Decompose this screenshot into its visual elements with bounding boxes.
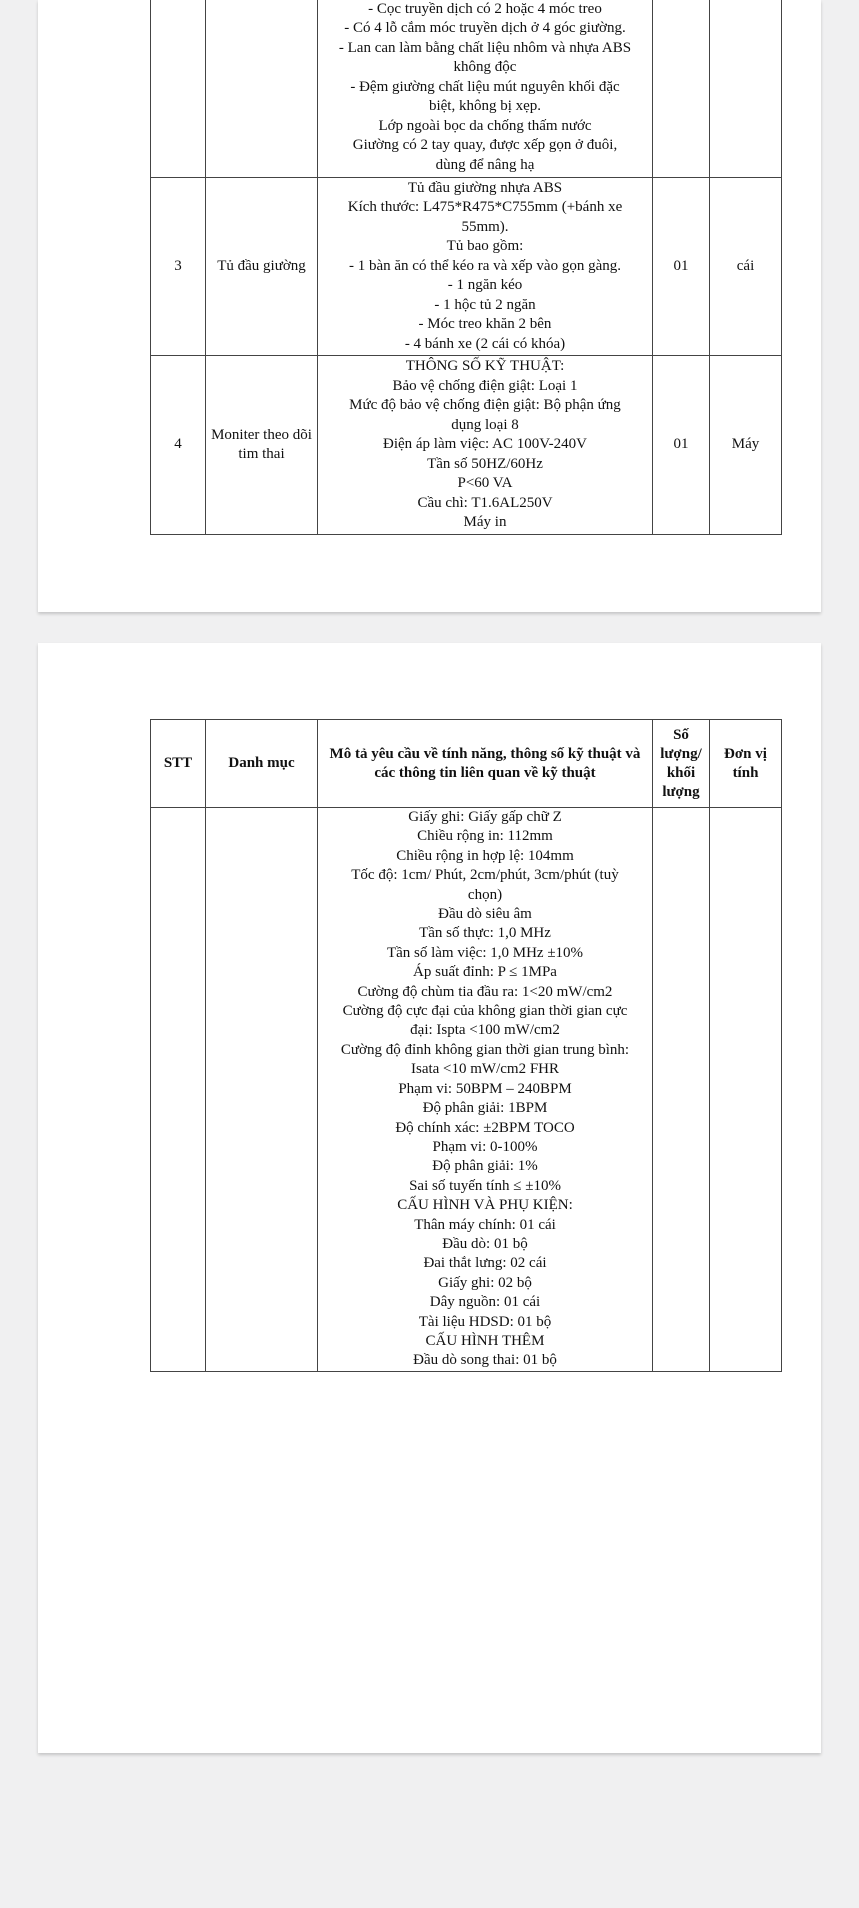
desc-line: Sai số tuyến tính ≤ ±10% [409, 1177, 561, 1194]
desc-line: Điện áp làm việc: AC 100V-240V [382, 436, 587, 453]
desc-line: Đầu dò siêu âm [438, 906, 532, 923]
desc-line: Chiều rộng in hợp lệ: 104mm [396, 847, 574, 864]
header-stt: STT [151, 720, 206, 808]
document-page-1 [38, 0, 821, 612]
desc-line: - Đệm giường chất liệu mút nguyên khối đặc [350, 78, 620, 95]
cell-don-vi: cái [710, 178, 782, 356]
cell-mo-ta [318, 808, 653, 1372]
desc-line: Đầu dò song thai: 01 bộ [413, 1352, 557, 1369]
cell-danh-muc [206, 0, 318, 178]
desc-line: Phạm vi: 50BPM – 240BPM [398, 1080, 572, 1097]
desc-line: Cường độ cực đại của không gian thời gian cực [342, 1003, 628, 1020]
table-row [151, 0, 782, 178]
desc-line: biệt, không bị xẹp. [428, 98, 542, 115]
table-row [151, 178, 782, 356]
header-mo-ta: Mô tả yêu cầu về tính năng, thông số kỹ thuật và các thông tin liên quan về kỹ thuật [318, 720, 653, 808]
cell-so-luong [653, 808, 710, 1372]
desc-line: Cường độ đỉnh không gian thời gian trung bình: [340, 1041, 630, 1058]
desc-line: Mức độ bảo vệ chống điện giật: Bộ phận ứng [349, 397, 621, 414]
desc-line: không độc [453, 59, 517, 76]
cell-don-vi [710, 808, 782, 1372]
desc-line: - 1 bàn ăn có thể kéo ra và xếp vào gọn gàng. [349, 257, 621, 274]
desc-line: 55mm). [461, 218, 509, 235]
desc-line: Độ phân giải: 1% [432, 1158, 538, 1175]
header-so-luong: Số lượng/ khối lượng [653, 720, 710, 808]
desc-line: Cường độ chùm tia đầu ra: 1<20 mW/cm2 [357, 983, 613, 1000]
header-danh-muc: Danh mục [206, 720, 318, 808]
desc-line: - Cọc truyền dịch có 2 hoặc 4 móc treo [368, 0, 602, 17]
cell-so-luong: 01 [653, 356, 710, 535]
desc-line: Chiều rộng in: 112mm [417, 828, 553, 845]
desc-line: Bảo vệ chống điện giật: Loại 1 [392, 377, 578, 394]
cell-stt: 3 [151, 178, 206, 356]
desc-line: - Có 4 lỗ cắm móc truyền dịch ở 4 góc giường. [344, 20, 626, 37]
desc-line: Kích thước: L475*R475*C755mm (+bánh xe [347, 199, 623, 216]
equipment-table-continued [150, 0, 782, 535]
cell-mo-ta [318, 356, 653, 535]
desc-line: Lớp ngoài bọc da chống thấm nước [378, 117, 592, 134]
desc-line: Tủ bao gồm: [446, 238, 524, 255]
cell-stt: 4 [151, 356, 206, 535]
desc-line: chọn) [467, 886, 503, 903]
desc-line: Máy in [463, 514, 507, 531]
document-page-2 [38, 643, 821, 1753]
desc-line: Tần số thực: 1,0 MHz [419, 925, 551, 942]
cell-danh-muc: Moniter theo dõi tim thai [206, 356, 318, 535]
cell-so-luong: 01 [653, 178, 710, 356]
desc-line: THÔNG SỐ KỸ THUẬT: [405, 358, 565, 375]
desc-line: Đầu dò: 01 bộ [442, 1235, 528, 1252]
desc-line: - 1 hộc tủ 2 ngăn [434, 296, 536, 313]
desc-line: - 4 bánh xe (2 cái có khóa) [404, 335, 566, 352]
desc-line: dùng để nâng hạ [435, 156, 535, 173]
table-header-row [151, 720, 782, 808]
desc-line: Tần số làm việc: 1,0 MHz ±10% [386, 944, 584, 961]
table-row [151, 356, 782, 535]
desc-line: Áp suất đỉnh: P ≤ 1MPa [413, 964, 557, 981]
cell-stt [151, 808, 206, 1372]
cell-mo-ta [318, 0, 653, 178]
desc-line: Thân máy chính: 01 cái [414, 1216, 556, 1233]
desc-line: Tủ đầu giường nhựa ABS [407, 179, 563, 196]
table-row [151, 808, 782, 1372]
cell-so-luong [653, 0, 710, 178]
desc-line: đại: Ispta <100 mW/cm2 [410, 1022, 560, 1039]
cell-stt [151, 0, 206, 178]
desc-line: Tần số 50HZ/60Hz [427, 455, 543, 472]
desc-line: CẤU HÌNH THÊM [425, 1332, 545, 1349]
desc-line: Độ chính xác: ±2BPM TOCO [395, 1119, 575, 1136]
cell-danh-muc: Tủ đầu giường [206, 178, 318, 356]
desc-line: Tài liệu HDSD: 01 bộ [418, 1313, 552, 1330]
cell-danh-muc [206, 808, 318, 1372]
desc-line: CẤU HÌNH VÀ PHỤ KIỆN: [397, 1197, 573, 1214]
cell-don-vi [710, 0, 782, 178]
desc-line: - Móc treo khăn 2 bên [418, 316, 552, 333]
desc-line: Giấy ghi: 02 bộ [438, 1274, 532, 1291]
desc-line: P<60 VA [457, 475, 513, 492]
desc-line: - Lan can làm bằng chất liệu nhôm và nhựa ABS [338, 39, 632, 56]
cell-don-vi: Máy [710, 356, 782, 535]
desc-line: Độ phân giải: 1BPM [422, 1100, 548, 1117]
desc-line: Dây nguồn: 01 cái [429, 1294, 541, 1311]
desc-line: dụng loại 8 [451, 416, 519, 433]
desc-line: Phạm vi: 0-100% [432, 1138, 538, 1155]
header-don-vi: Đơn vị tính [710, 720, 782, 808]
equipment-table [150, 719, 782, 1372]
desc-line: Cầu chì: T1.6AL250V [417, 494, 553, 511]
desc-line: - 1 ngăn kéo [447, 277, 523, 294]
desc-line: Giường có 2 tay quay, được xếp gọn ở đuôi, [352, 137, 618, 154]
desc-line: Giấy ghi: Giấy gấp chữ Z [408, 809, 562, 825]
desc-line: Đai thắt lưng: 02 cái [423, 1255, 547, 1272]
desc-line: Isata <10 mW/cm2 FHR [410, 1061, 560, 1078]
cell-mo-ta [318, 178, 653, 356]
desc-line: Tốc độ: 1cm/ Phút, 2cm/phút, 3cm/phút (tuỳ [351, 867, 619, 884]
